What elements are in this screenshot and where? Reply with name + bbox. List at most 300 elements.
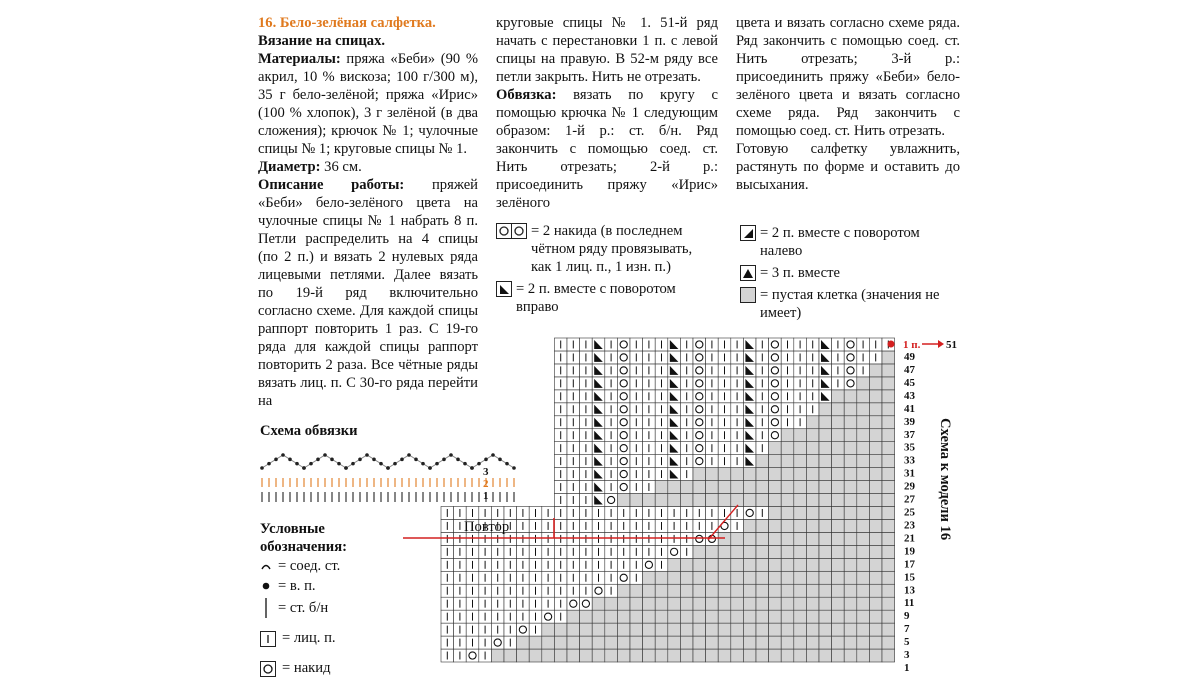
chart-cell (869, 416, 882, 429)
edging-row-3: 3 (483, 466, 489, 478)
row-number: 47 (904, 363, 915, 376)
chart-cell (580, 597, 593, 610)
chart-cell (743, 623, 756, 636)
chart-cell (693, 338, 706, 351)
chart-cell (794, 571, 807, 584)
chart-row (554, 338, 894, 351)
chart-cell (781, 506, 794, 519)
chart-cell (806, 519, 819, 532)
repeat-label: Повтор (464, 519, 510, 535)
chart-cell (655, 571, 668, 584)
conventions-title-2: обозначения: (260, 539, 347, 555)
chart-cell (655, 610, 668, 623)
chart-cell (832, 584, 845, 597)
chart-cell (869, 571, 882, 584)
chart-cell (680, 481, 693, 494)
chart-cell (743, 403, 756, 416)
chart-cell (580, 636, 593, 649)
chart-cell (857, 636, 870, 649)
chart-cell (592, 649, 605, 662)
chart-cell (693, 429, 706, 442)
chart-cell (617, 390, 630, 403)
chart-cell (819, 468, 832, 481)
materials-paragraph: Материалы: пряжа «Беби» (90 % акрил, 10 % вискоза; 100 г/300 м), 35 г бело-зелёной; пряжа «Ирис» (100 % хлопок), 3 г зелёной (в два сложения); крючок № 1; чулочные спицы № 1; круговые спицы № 1. (258, 51, 479, 157)
chart-cell (882, 416, 895, 429)
chart-cell (542, 623, 555, 636)
edging-paragraph: Обвязка: вязать по кругу с помощью крючка № 1 следующим образом: 1-й р.: ст. б/н. Ряд закончить с помощью соед. ст. Нить отрезать; 2-й р.: присоединить пряжу «Ирис» зелёного (496, 87, 718, 211)
chart-cell (844, 455, 857, 468)
chart-cell (806, 545, 819, 558)
chart-cell (869, 403, 882, 416)
chart-row (554, 390, 894, 403)
chart-cell (643, 610, 656, 623)
chart-row (554, 494, 894, 507)
chart-cell (882, 455, 895, 468)
chart-cell (882, 636, 895, 649)
chart-cell (680, 571, 693, 584)
chart-cell (592, 623, 605, 636)
chart-cell (617, 429, 630, 442)
chart-cell (617, 571, 630, 584)
chart-cell (491, 636, 504, 649)
chart-cell (731, 468, 744, 481)
chart-cell (706, 571, 719, 584)
chart-cell (693, 623, 706, 636)
chart-cell (756, 636, 769, 649)
chart-cell (718, 494, 731, 507)
chart-cell (781, 468, 794, 481)
chart-cell (882, 545, 895, 558)
chart-cell (706, 558, 719, 571)
chart-cell (794, 584, 807, 597)
chart-cell (819, 442, 832, 455)
chart-cell (655, 584, 668, 597)
chart-row (554, 416, 894, 429)
chart-cell (769, 364, 782, 377)
chart-cell (832, 468, 845, 481)
chart-row (554, 377, 894, 390)
chart-cell (806, 416, 819, 429)
chart-cell (769, 377, 782, 390)
chart-cell (567, 597, 580, 610)
legend-k3tog: = 3 п. вместе (740, 264, 960, 282)
chart-cell (832, 571, 845, 584)
chart-cell (781, 558, 794, 571)
chart-cell (819, 494, 832, 507)
chart-cell (819, 610, 832, 623)
chart-cell (743, 494, 756, 507)
chart-cell (832, 390, 845, 403)
row-number: 23 (904, 519, 915, 532)
chart-cell (693, 481, 706, 494)
chart-cell (806, 623, 819, 636)
chart-cell (617, 481, 630, 494)
chart-cell (706, 610, 719, 623)
row-number: 45 (904, 376, 915, 389)
chart-cell (794, 506, 807, 519)
chart-cell (731, 494, 744, 507)
chart-cell (756, 532, 769, 545)
chart-cell (882, 532, 895, 545)
chart-cell (794, 494, 807, 507)
chart-cell (819, 338, 832, 351)
chart-cell (743, 442, 756, 455)
chart-cell (857, 506, 870, 519)
chart-cell (869, 377, 882, 390)
chart-cell (844, 532, 857, 545)
diameter-paragraph: Диаметр: 36 см. (258, 159, 362, 175)
chart-cell (592, 338, 605, 351)
row-number: 15 (904, 571, 915, 584)
chart-cell (630, 649, 643, 662)
chart-cell (680, 494, 693, 507)
chart-cell (869, 558, 882, 571)
chart-cell (844, 468, 857, 481)
chart-cell (542, 636, 555, 649)
chart-cell (655, 636, 668, 649)
article-title: 16. Бело-зелёная салфетка. (258, 15, 436, 31)
chart-cell (832, 623, 845, 636)
chart-cell (668, 610, 681, 623)
chart-cell (769, 584, 782, 597)
chart-cell (668, 481, 681, 494)
chart-cell (882, 558, 895, 571)
chart-cell (517, 623, 530, 636)
chart-cell (844, 584, 857, 597)
chart-cell (743, 455, 756, 468)
chart-cell (504, 649, 517, 662)
chart-cell (844, 597, 857, 610)
chart-cell (668, 584, 681, 597)
chart-cell (769, 468, 782, 481)
chart-cell (731, 584, 744, 597)
chart-cell (743, 636, 756, 649)
chart-cell (617, 403, 630, 416)
chart-cell (781, 649, 794, 662)
chart-cell (617, 597, 630, 610)
chart-cell (668, 494, 681, 507)
chart-cell (882, 597, 895, 610)
chart-cell (832, 481, 845, 494)
chart-cell (592, 610, 605, 623)
chart-side-title: Схема к модели 16 (937, 418, 953, 541)
chart-cell (844, 390, 857, 403)
chart-cell (869, 364, 882, 377)
chart-cell (844, 636, 857, 649)
chart-cell (869, 519, 882, 532)
chart-cell (819, 636, 832, 649)
chart-cell (668, 649, 681, 662)
row-number: 33 (904, 454, 915, 467)
chart-cell (781, 545, 794, 558)
chart-row (441, 597, 895, 610)
row-number: 35 (904, 441, 915, 454)
chart-cell (794, 610, 807, 623)
chart-cell (617, 494, 630, 507)
chart-cell (693, 455, 706, 468)
chart-cell (693, 494, 706, 507)
chart-cell (882, 481, 895, 494)
chart-cell (832, 558, 845, 571)
chart-cell (781, 481, 794, 494)
chart-cell (769, 494, 782, 507)
chart-cell (882, 403, 895, 416)
chart-cell (617, 338, 630, 351)
chart-cell (869, 506, 882, 519)
chart-cell (857, 610, 870, 623)
row-number: 29 (904, 480, 915, 493)
chart-cell (706, 532, 719, 545)
chart-cell (844, 429, 857, 442)
chart-cell (869, 455, 882, 468)
chart-cell (680, 636, 693, 649)
chart-cell (869, 429, 882, 442)
chart-cell (718, 649, 731, 662)
chart-cell (832, 532, 845, 545)
chart-cell (794, 623, 807, 636)
row-number: 1 (904, 662, 910, 675)
chart-cell (882, 623, 895, 636)
row-number: 11 (904, 597, 915, 610)
chart-cell (819, 597, 832, 610)
chart-cell (869, 597, 882, 610)
chart-cell (718, 468, 731, 481)
chart-cell (668, 571, 681, 584)
chart-cell (832, 649, 845, 662)
chart-cell (517, 649, 530, 662)
chart-cell (769, 429, 782, 442)
chart-cell (844, 649, 857, 662)
chart-cell (819, 623, 832, 636)
chart-cell (630, 494, 643, 507)
chart-cell (806, 558, 819, 571)
chart-cell (819, 571, 832, 584)
chart-cell (731, 636, 744, 649)
chart-cell (743, 506, 756, 519)
row-number: 39 (904, 415, 915, 428)
chart-cell (806, 532, 819, 545)
chart-cell (882, 468, 895, 481)
chart-cell (592, 455, 605, 468)
chart-cell (832, 455, 845, 468)
chart-cell (756, 649, 769, 662)
chart-cell (718, 584, 731, 597)
chart-cell (882, 494, 895, 507)
chart-cell (781, 429, 794, 442)
conv-chain: = в. п. (260, 576, 347, 596)
chart-cell (832, 636, 845, 649)
chart-cell (567, 636, 580, 649)
legend-yo2: = 2 накида (в последнем чётном ряду провязывать, как 1 лиц. п., 1 изн. п.) (496, 222, 718, 276)
chart-cell (756, 597, 769, 610)
chart-cell (857, 468, 870, 481)
edging-scheme-title: Схема обвязки (260, 423, 358, 439)
chart-cell (882, 351, 895, 364)
chart-cell (542, 649, 555, 662)
chart-cell (668, 558, 681, 571)
chart-cell (794, 468, 807, 481)
chart-cell (781, 636, 794, 649)
chart-cell (781, 597, 794, 610)
chart-cell (794, 455, 807, 468)
chart-cell (592, 442, 605, 455)
chart-cell (605, 597, 618, 610)
chart-cell (844, 364, 857, 377)
chart-cell (643, 558, 656, 571)
chart-cell (869, 481, 882, 494)
row-number: 9 (904, 610, 910, 623)
chart-cell (693, 584, 706, 597)
chart-cell (806, 610, 819, 623)
chart-cell (756, 545, 769, 558)
chart-cell (756, 558, 769, 571)
chart-cell (605, 494, 618, 507)
chart-cell (617, 468, 630, 481)
chart-cell (869, 545, 882, 558)
chart-cell (756, 584, 769, 597)
chart-cell (706, 494, 719, 507)
chart-cell (680, 558, 693, 571)
chart-cell (882, 364, 895, 377)
chart-cell (743, 519, 756, 532)
chart-row (441, 610, 895, 623)
chart-cell (769, 519, 782, 532)
chart-row (554, 455, 894, 468)
chart-cell (718, 636, 731, 649)
chart-cell (605, 610, 618, 623)
chart-cell (617, 351, 630, 364)
legend-k2tog-left: = 2 п. вместе с поворотом налево (740, 224, 960, 260)
chart-row (441, 558, 895, 571)
chart-cell (857, 481, 870, 494)
chart-cell (731, 610, 744, 623)
chart-cell (542, 610, 555, 623)
chart-cell (769, 442, 782, 455)
col3-paragraph-b: Готовую салфетку увлажнить, растянуть по форме и оставить до высыхания. (736, 141, 960, 193)
chart-cell (844, 377, 857, 390)
chart-cell (668, 597, 681, 610)
chart-cell (857, 571, 870, 584)
chart-cell (617, 649, 630, 662)
chart-cell (857, 455, 870, 468)
chart-cell (882, 377, 895, 390)
chart-cell (794, 649, 807, 662)
chart-cell (693, 558, 706, 571)
chart-cell (743, 468, 756, 481)
chart-cell (668, 636, 681, 649)
chart-cell (857, 403, 870, 416)
chart-cell (806, 481, 819, 494)
chart-cell (718, 623, 731, 636)
chart-cell (718, 545, 731, 558)
chart-cell (869, 610, 882, 623)
chart-cell (882, 390, 895, 403)
chart-cell (491, 649, 504, 662)
chart-cell (857, 519, 870, 532)
chart-cell (592, 584, 605, 597)
chart-cell (617, 377, 630, 390)
chart-cell (693, 649, 706, 662)
chart-cell (794, 636, 807, 649)
chart-cell (592, 416, 605, 429)
chart-cell (693, 597, 706, 610)
chart-cell (869, 390, 882, 403)
chart-cell (781, 442, 794, 455)
chart-cell (857, 545, 870, 558)
chart-cell (718, 597, 731, 610)
arrow-head-icon (938, 340, 944, 348)
chart-cell (706, 597, 719, 610)
chart-cell (857, 558, 870, 571)
chart-cell (718, 571, 731, 584)
edging-row-2: 2 (483, 478, 489, 490)
chart-cell (819, 416, 832, 429)
chart-cell (882, 571, 895, 584)
chart-cell (731, 545, 744, 558)
chart-cell (529, 636, 542, 649)
chart-cell (743, 558, 756, 571)
chart-cell (592, 597, 605, 610)
chart-cell (693, 571, 706, 584)
row-number-top: 51 (946, 339, 957, 351)
chart-cell (731, 597, 744, 610)
chart-cell (832, 545, 845, 558)
chart-row (441, 584, 895, 597)
row-number: 19 (904, 545, 915, 558)
chart-cell (882, 610, 895, 623)
chart-cell (806, 571, 819, 584)
chart-cell (693, 610, 706, 623)
chart-cell (857, 532, 870, 545)
chart-cell (529, 649, 542, 662)
chart-cell (832, 416, 845, 429)
chart-cell (869, 494, 882, 507)
row-number: 43 (904, 389, 915, 402)
chart-cell (718, 558, 731, 571)
chart-cell (580, 649, 593, 662)
chart-cell (806, 455, 819, 468)
chart-cell (756, 468, 769, 481)
chart-cell (693, 377, 706, 390)
chart-cell (819, 532, 832, 545)
chart-row (554, 468, 894, 481)
chart-cell (857, 416, 870, 429)
chart-cell (769, 636, 782, 649)
chart-cell (857, 584, 870, 597)
chart-cell (756, 455, 769, 468)
chart-cell (882, 442, 895, 455)
row-number: 49 (904, 351, 915, 363)
chart-cell (592, 636, 605, 649)
chart-cell (857, 390, 870, 403)
chart-cell (869, 442, 882, 455)
chart-cell (832, 519, 845, 532)
row-number: 27 (904, 493, 915, 506)
chart-cell (882, 519, 895, 532)
chart-cell (794, 519, 807, 532)
chart-cell (756, 519, 769, 532)
chart-cell (844, 351, 857, 364)
chart-cell (844, 558, 857, 571)
chart-cell (643, 597, 656, 610)
chart-cell (680, 584, 693, 597)
chart-cell (693, 364, 706, 377)
chart-cell (706, 623, 719, 636)
chart-cell (731, 558, 744, 571)
chart-cell (706, 468, 719, 481)
chart-cell (567, 649, 580, 662)
chart-cell (794, 481, 807, 494)
